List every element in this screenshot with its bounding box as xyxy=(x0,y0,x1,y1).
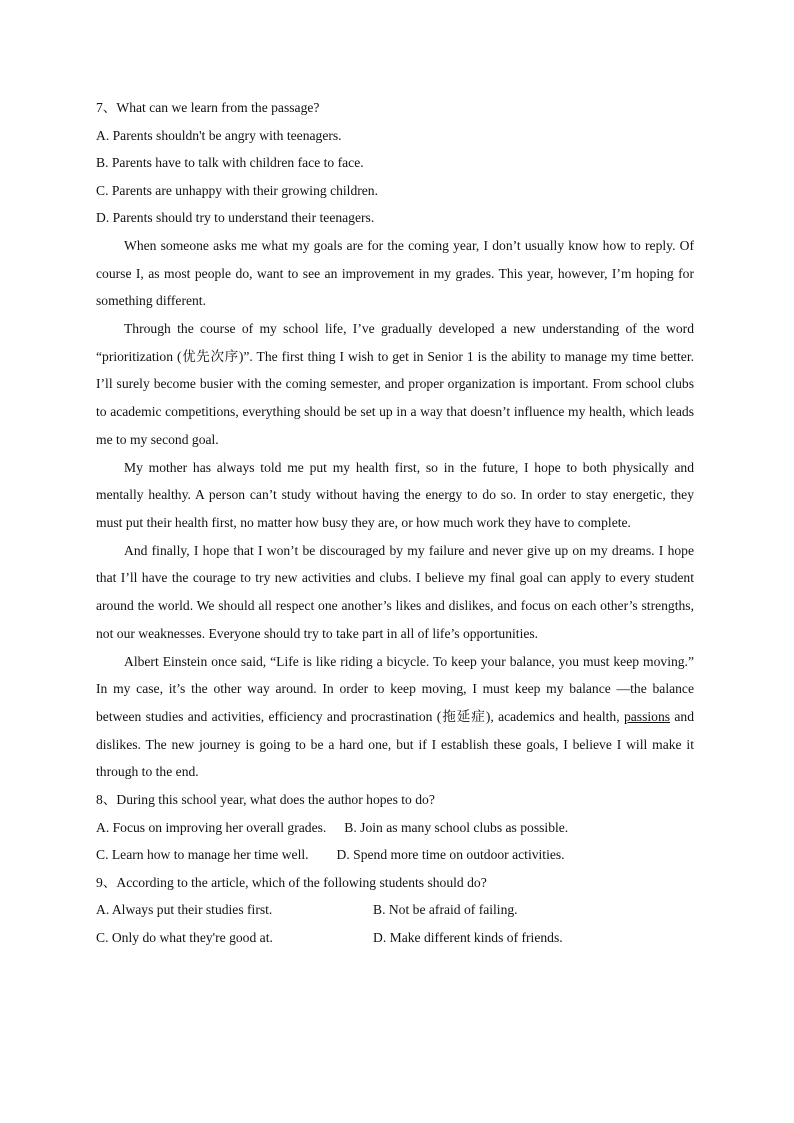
document-content xyxy=(96,94,694,952)
question-9-stem: 9、According to the article, which of the following students should do? xyxy=(96,874,487,890)
passage-paragraph-4: And finally, I hope that I won’t be discouraged by my failure and never give up on my dreams. I hope that I’ll have the courage to try new activities and clubs. I believe my final goal can apply to every student around the world. We should all respect one another’s likes and dislikes, and focus on each other’s strengths, not our weaknesses. Everyone should try to take part in all of life’s opportunities. xyxy=(96,542,694,641)
question-8-options-row-2 xyxy=(96,841,694,869)
passage-paragraph-3: My mother has always told me put my health first, so in the future, I hope to both physically and mentally healthy. A person can’t study without having the energy to do so. In order to stay energetic, they must put their health first, no matter how busy they are, or how much work they have to complete. xyxy=(96,459,694,530)
question-8-option-d: D. Spend more time on outdoor activities. xyxy=(336,847,565,863)
question-9-option-d: D. Make different kinds of friends. xyxy=(373,930,563,945)
question-8-option-a: A. Focus on improving her overall grades. xyxy=(96,819,327,835)
passage-paragraph-1: When someone asks me what my goals are for the coming year, I don’t usually know how to reply. Of course I, as most people do, want to see an improvement in my grades. This year, however, I’m hoping for something different. xyxy=(96,237,694,309)
paragraph-5-text-start: Albert Einstein once said, “Life is like riding a bicycle. To keep your balance, you must keep moving.” In my case, it’s the other way around. In order to keep moving, I must keep my balance —the balance between studies and activities, efficiency and procrastination (拖延症), academics and health, xyxy=(96,653,694,724)
question-7-option-c: C. Parents are unhappy with their growing children. xyxy=(96,182,379,198)
question-8-options-row-1 xyxy=(96,814,694,842)
passage-paragraph-5 xyxy=(96,648,694,787)
question-8-option-b: B. Join as many school clubs as possible. xyxy=(344,819,569,835)
question-7-option-a: A. Parents shouldn't be angry with teenagers. xyxy=(96,127,342,143)
question-9-options-row-2 xyxy=(96,924,694,952)
question-9-option-b: B. Not be afraid of failing. xyxy=(373,902,518,918)
question-9-option-a: A. Always put their studies first. xyxy=(96,902,273,918)
question-8-stem: 8、During this school year, what does the author hopes to do? xyxy=(96,792,435,808)
question-7-stem: 7、What can we learn from the passage? xyxy=(96,100,320,115)
question-8-option-c: C. Learn how to manage her time well. xyxy=(96,847,309,863)
underlined-word-passions: passions xyxy=(623,708,671,724)
question-9-option-c: C. Only do what they're good at. xyxy=(96,930,273,945)
passage-paragraph-2: Through the course of my school life, I’ve gradually developed a new understanding of the word “prioritization (优先次序)”. The first thing I wish to get in Senior 1 is the ability to manage my time better. I’ll surely become busier with the coming semester, and proper organization is important. From school clubs to academic competitions, everything should be set up in a way that doesn’t influence my health, which leads me to my second goal. xyxy=(96,321,694,447)
question-7-option-d: D. Parents should try to understand their teenagers. xyxy=(96,210,375,226)
paragraph-5-text-end: and dislikes. The new journey is going to be a hard one, but if I establish these goals, I believe I will make it through to the end. xyxy=(96,708,694,780)
question-7-option-b: B. Parents have to talk with children face to face. xyxy=(96,155,364,171)
question-9-options-row-1 xyxy=(96,896,694,924)
